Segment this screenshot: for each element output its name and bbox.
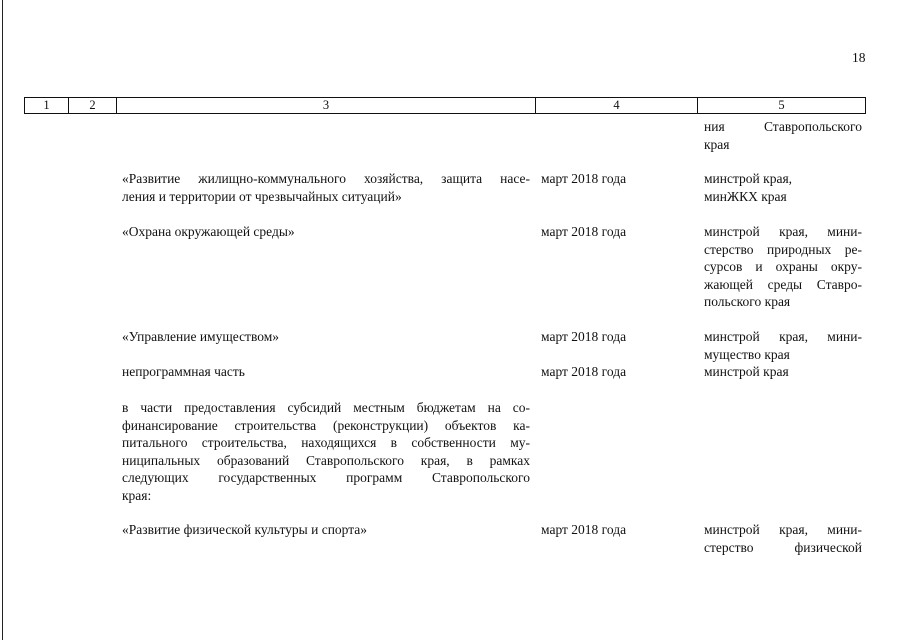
row-3-col3-line-1: «Управление имуществом» — [122, 329, 280, 344]
row-1-col4-date: март 2018 года — [541, 171, 627, 186]
row-2-col4-date: март 2018 года — [541, 224, 627, 239]
table-header-col-3: 3 — [117, 97, 536, 114]
row-5-col3-paragraph — [122, 399, 530, 504]
row-6-col3 — [122, 521, 530, 539]
row-4-col3-line-1: непрограммная часть — [122, 364, 245, 379]
row-6-col3-line-1: «Развитие физической культуры и спорта» — [122, 522, 368, 537]
row-1-col5 — [704, 170, 862, 205]
row-1-col3-line-1: «Развитие жилищно-коммунального хозяйства, защита насе- — [122, 171, 530, 186]
row-2-col5-line-5: польского края — [704, 294, 791, 309]
row-4-col4-date: март 2018 года — [541, 364, 627, 379]
row-3-col5-line-2: мущество края — [704, 346, 790, 362]
row-1-col3-line-2: ления и территории от чрезвычайных ситуаций» — [122, 188, 402, 204]
row-3-col5 — [704, 328, 862, 363]
row-3-col3 — [122, 328, 530, 346]
row-6-col5-line-2: стерство физической — [704, 539, 862, 555]
page-number: 18 — [852, 50, 866, 65]
row-2-col5-line-4: жающей среды Ставро- — [704, 276, 862, 292]
row-2-col3 — [122, 223, 530, 241]
row-2-col5-line-1: минстрой края, мини- — [704, 224, 862, 239]
row-6-col4-date: март 2018 года — [541, 522, 627, 537]
row-0-col5 — [704, 118, 862, 153]
row-5-col3-line-2: финансирование строительства (реконструкции) объектов ка- — [122, 417, 530, 433]
table-header-col-4: 4 — [536, 97, 698, 114]
row-2-col5 — [704, 223, 862, 311]
row-5-col3-line-6: края: — [122, 487, 152, 503]
row-4-col5 — [704, 363, 862, 381]
row-4-col5-line-1: минстрой края — [704, 364, 789, 379]
row-5-col3-line-4: ниципальных образований Ставропольского края, в рамках — [122, 452, 530, 468]
row-1-col5-line-1: минстрой края, — [704, 171, 793, 186]
row-3-col5-line-1: минстрой края, мини- — [704, 329, 862, 344]
row-5-col3-line-3: питального строительства, находящихся в собственности му- — [122, 435, 530, 450]
row-6-col5 — [704, 521, 862, 556]
row-6-col5-line-1: минстрой края, мини- — [704, 522, 862, 537]
table-header-col-5: 5 — [698, 97, 866, 114]
row-2-col5-line-2: стерство природных ре- — [704, 241, 862, 257]
row-5-col3-line-1: в части предоставления субсидий местным бюджетам на со- — [122, 400, 530, 415]
table-header-col-2: 2 — [69, 97, 117, 114]
row-1-col3 — [122, 170, 530, 205]
row-3-col4-date: март 2018 года — [541, 329, 627, 344]
row-2-col3-line-1: «Охрана окружающей среды» — [122, 224, 295, 239]
table-header-col-1: 1 — [24, 97, 69, 114]
row-0-col5-line-2: края — [704, 136, 730, 152]
row-5-col3-line-5: следующих государственных программ Ставропольского — [122, 470, 530, 485]
page-left-edge-rule — [2, 0, 3, 640]
row-1-col5-line-2: минЖКХ края — [704, 188, 787, 204]
row-0-col5-line-1: ния Ставропольского — [704, 119, 862, 134]
row-4-col3 — [122, 363, 530, 381]
row-2-col5-line-3: сурсов и охраны окру- — [704, 259, 862, 274]
